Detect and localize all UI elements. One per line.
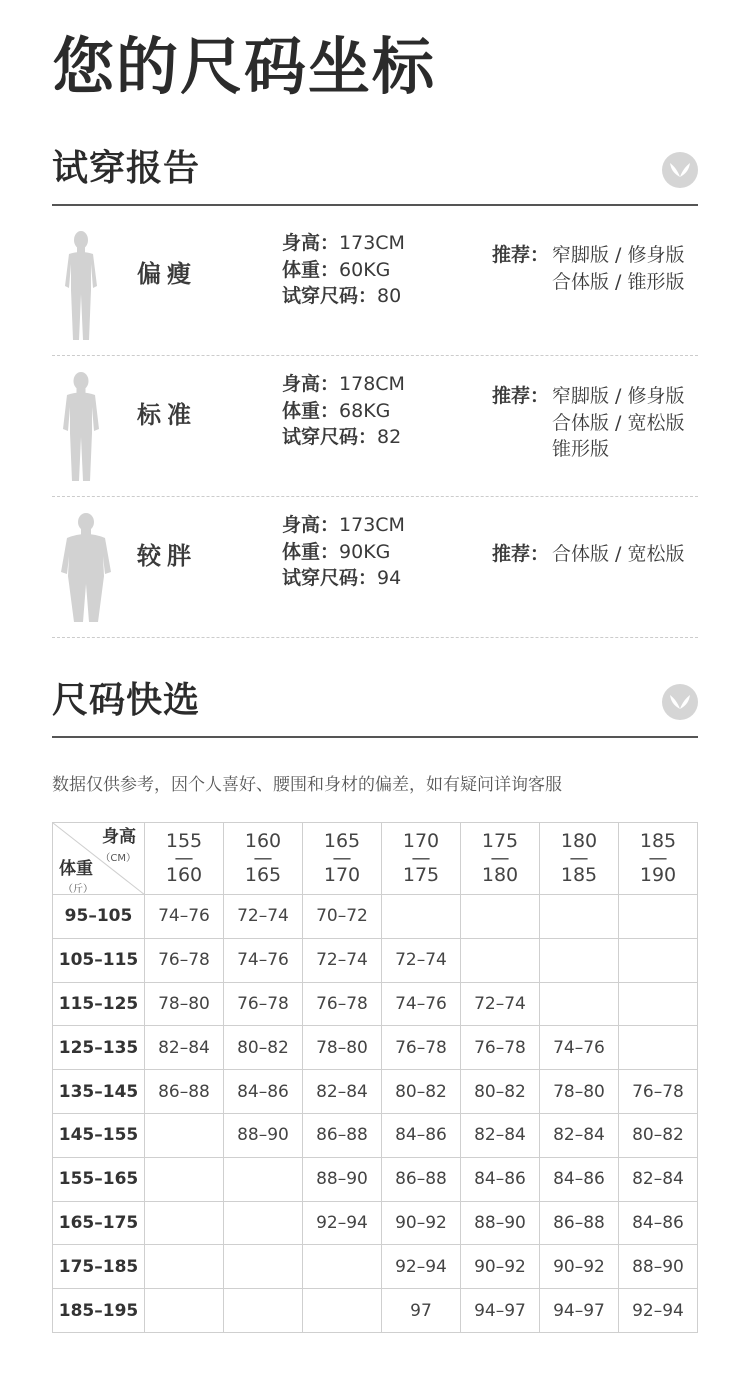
person-silhouette-icon	[58, 230, 104, 342]
size-cell: 84–86	[382, 1113, 461, 1157]
height-column-header: 155 — 160	[145, 823, 224, 895]
recommend-line: 窄脚版 / 修身版	[552, 244, 685, 266]
size-label: 试穿尺码：	[282, 567, 378, 589]
size-cell: 90–92	[540, 1245, 619, 1289]
size-cell: 76–78	[303, 982, 382, 1026]
disclaimer-note: 数据仅供参考，因个人喜好、腰围和身材的偏差，如有疑问详询客服	[52, 775, 562, 795]
fitting-row-heavy	[52, 498, 698, 638]
weight-range-cell: 105–115	[53, 938, 145, 982]
size-cell: 72–74	[224, 895, 303, 939]
size-value: 80	[377, 285, 402, 307]
body-type-label: 偏瘦	[137, 260, 197, 288]
size-cell: 72–74	[461, 982, 540, 1026]
section-divider	[52, 736, 698, 738]
person-silhouette-icon	[58, 512, 114, 624]
weight-range-cell: 165–175	[53, 1201, 145, 1245]
size-cell: 92–94	[619, 1289, 698, 1333]
size-cell	[145, 1113, 224, 1157]
size-cell	[619, 938, 698, 982]
size-cell: 86–88	[540, 1201, 619, 1245]
weight-value: 60KG	[339, 258, 391, 281]
size-cell: 74–76	[145, 895, 224, 939]
recommend-line: 窄脚版 / 修身版	[552, 385, 685, 407]
weight-value: 68KG	[339, 399, 391, 422]
size-cell: 88–90	[619, 1245, 698, 1289]
table-row	[53, 1289, 698, 1333]
size-cell	[619, 982, 698, 1026]
weight-range-cell: 115–125	[53, 982, 145, 1026]
measurements	[282, 512, 405, 592]
weight-label: 体重：	[282, 258, 340, 281]
size-value: 82	[377, 426, 402, 448]
recommend-label: 推荐：	[492, 385, 550, 407]
size-cell: 84–86	[461, 1157, 540, 1201]
size-cell: 76–78	[145, 938, 224, 982]
size-cell: 80–82	[619, 1113, 698, 1157]
fitting-report-title: 试穿报告	[52, 148, 201, 189]
size-cell	[145, 1245, 224, 1289]
size-cell	[540, 938, 619, 982]
size-cell: 92–94	[303, 1201, 382, 1245]
size-cell	[224, 1289, 303, 1333]
size-cell	[145, 1157, 224, 1201]
size-cell	[619, 1026, 698, 1070]
height-label: 身高：	[282, 514, 340, 536]
size-cell: 97	[382, 1289, 461, 1333]
weight-range-cell: 125–135	[53, 1026, 145, 1070]
size-cell	[303, 1245, 382, 1289]
body-type-label: 较胖	[137, 542, 197, 570]
size-cell: 72–74	[382, 938, 461, 982]
height-value: 173CM	[339, 514, 405, 536]
table-row	[53, 982, 698, 1026]
weight-label: 体重：	[282, 540, 340, 563]
body-type-label: 标准	[137, 401, 197, 429]
size-cell	[619, 895, 698, 939]
height-column-header: 165 — 170	[303, 823, 382, 895]
weight-range-cell: 155–165	[53, 1157, 145, 1201]
size-cell: 84–86	[224, 1070, 303, 1114]
table-row	[53, 895, 698, 939]
size-cell	[540, 982, 619, 1026]
size-value: 94	[377, 567, 402, 589]
size-cell: 74–76	[224, 938, 303, 982]
size-cell: 78–80	[540, 1070, 619, 1114]
weight-label: 体重：	[282, 399, 340, 422]
size-cell: 74–76	[382, 982, 461, 1026]
size-cell	[540, 895, 619, 939]
size-cell: 84–86	[540, 1157, 619, 1201]
size-cell	[145, 1201, 224, 1245]
size-cell: 74–76	[540, 1026, 619, 1070]
height-column-header: 175 — 180	[461, 823, 540, 895]
measurements	[282, 371, 405, 451]
size-label: 试穿尺码：	[282, 426, 378, 448]
size-chart-table	[52, 822, 698, 1333]
measurements	[282, 230, 405, 310]
size-cell: 78–80	[145, 982, 224, 1026]
table-row	[53, 1070, 698, 1114]
weight-range-cell: 145–155	[53, 1113, 145, 1157]
size-cell: 88–90	[303, 1157, 382, 1201]
height-axis-label: 身高	[102, 827, 136, 847]
table-row	[53, 1201, 698, 1245]
fitting-row-slim	[52, 216, 698, 356]
height-label: 身高：	[282, 232, 340, 254]
butterfly-icon	[662, 684, 698, 720]
size-cell: 76–78	[382, 1026, 461, 1070]
size-label: 试穿尺码：	[282, 285, 378, 307]
size-cell: 82–84	[540, 1113, 619, 1157]
size-cell	[461, 895, 540, 939]
recommend-label: 推荐：	[492, 543, 550, 565]
size-cell: 92–94	[382, 1245, 461, 1289]
height-column-header: 185 — 190	[619, 823, 698, 895]
height-column-header: 160 — 165	[224, 823, 303, 895]
size-cell: 82–84	[303, 1070, 382, 1114]
size-cell: 80–82	[461, 1070, 540, 1114]
size-cell: 78–80	[303, 1026, 382, 1070]
recommend-line: 合体版 / 宽松版	[552, 411, 685, 434]
size-cell: 70–72	[303, 895, 382, 939]
size-cell: 82–84	[461, 1113, 540, 1157]
height-label: 身高：	[282, 373, 340, 395]
table-corner-cell	[53, 823, 145, 895]
size-cell: 88–90	[461, 1201, 540, 1245]
butterfly-icon	[662, 152, 698, 188]
quick-size-title: 尺码快选	[52, 680, 201, 721]
table-row	[53, 1026, 698, 1070]
table-header-row	[53, 823, 698, 895]
size-cell: 94–97	[540, 1289, 619, 1333]
size-cell: 76–78	[461, 1026, 540, 1070]
weight-axis-label: 体重	[59, 859, 93, 879]
table-row	[53, 938, 698, 982]
size-cell: 90–92	[382, 1201, 461, 1245]
weight-value: 90KG	[339, 540, 391, 563]
fitting-row-standard	[52, 357, 698, 497]
person-silhouette-icon	[58, 371, 104, 483]
size-cell	[382, 895, 461, 939]
size-cell: 88–90	[224, 1113, 303, 1157]
size-cell: 86–88	[145, 1070, 224, 1114]
height-value: 178CM	[339, 373, 405, 395]
height-column-header: 180 — 185	[540, 823, 619, 895]
size-cell: 76–78	[619, 1070, 698, 1114]
weight-range-cell: 175–185	[53, 1245, 145, 1289]
recommend-label: 推荐：	[492, 244, 550, 266]
height-column-header: 170 — 175	[382, 823, 461, 895]
size-cell: 72–74	[303, 938, 382, 982]
weight-unit: （斤）	[63, 884, 93, 895]
size-cell: 94–97	[461, 1289, 540, 1333]
size-cell	[224, 1157, 303, 1201]
size-cell	[303, 1289, 382, 1333]
weight-range-cell: 135–145	[53, 1070, 145, 1114]
size-cell	[461, 938, 540, 982]
recommend-line: 合体版 / 宽松版	[552, 543, 685, 565]
recommend-line: 合体版 / 锥形版	[552, 270, 685, 293]
page-title: 您的尺码坐标	[52, 30, 437, 103]
section-divider	[52, 204, 698, 206]
recommend-line: 锥形版	[552, 438, 610, 460]
table-row	[53, 1157, 698, 1201]
fitting-report-header	[52, 146, 698, 206]
quick-size-header	[52, 678, 698, 738]
size-cell: 86–88	[382, 1157, 461, 1201]
size-cell: 76–78	[224, 982, 303, 1026]
size-cell: 82–84	[619, 1157, 698, 1201]
size-cell	[224, 1201, 303, 1245]
size-cell: 86–88	[303, 1113, 382, 1157]
size-cell: 80–82	[224, 1026, 303, 1070]
height-value: 173CM	[339, 232, 405, 254]
size-cell: 90–92	[461, 1245, 540, 1289]
weight-range-cell: 185–195	[53, 1289, 145, 1333]
size-cell: 84–86	[619, 1201, 698, 1245]
height-unit: （CM）	[100, 853, 136, 864]
size-cell	[145, 1289, 224, 1333]
size-cell: 82–84	[145, 1026, 224, 1070]
table-row	[53, 1245, 698, 1289]
size-cell: 80–82	[382, 1070, 461, 1114]
weight-range-cell: 95–105	[53, 895, 145, 939]
table-row	[53, 1113, 698, 1157]
size-cell	[224, 1245, 303, 1289]
